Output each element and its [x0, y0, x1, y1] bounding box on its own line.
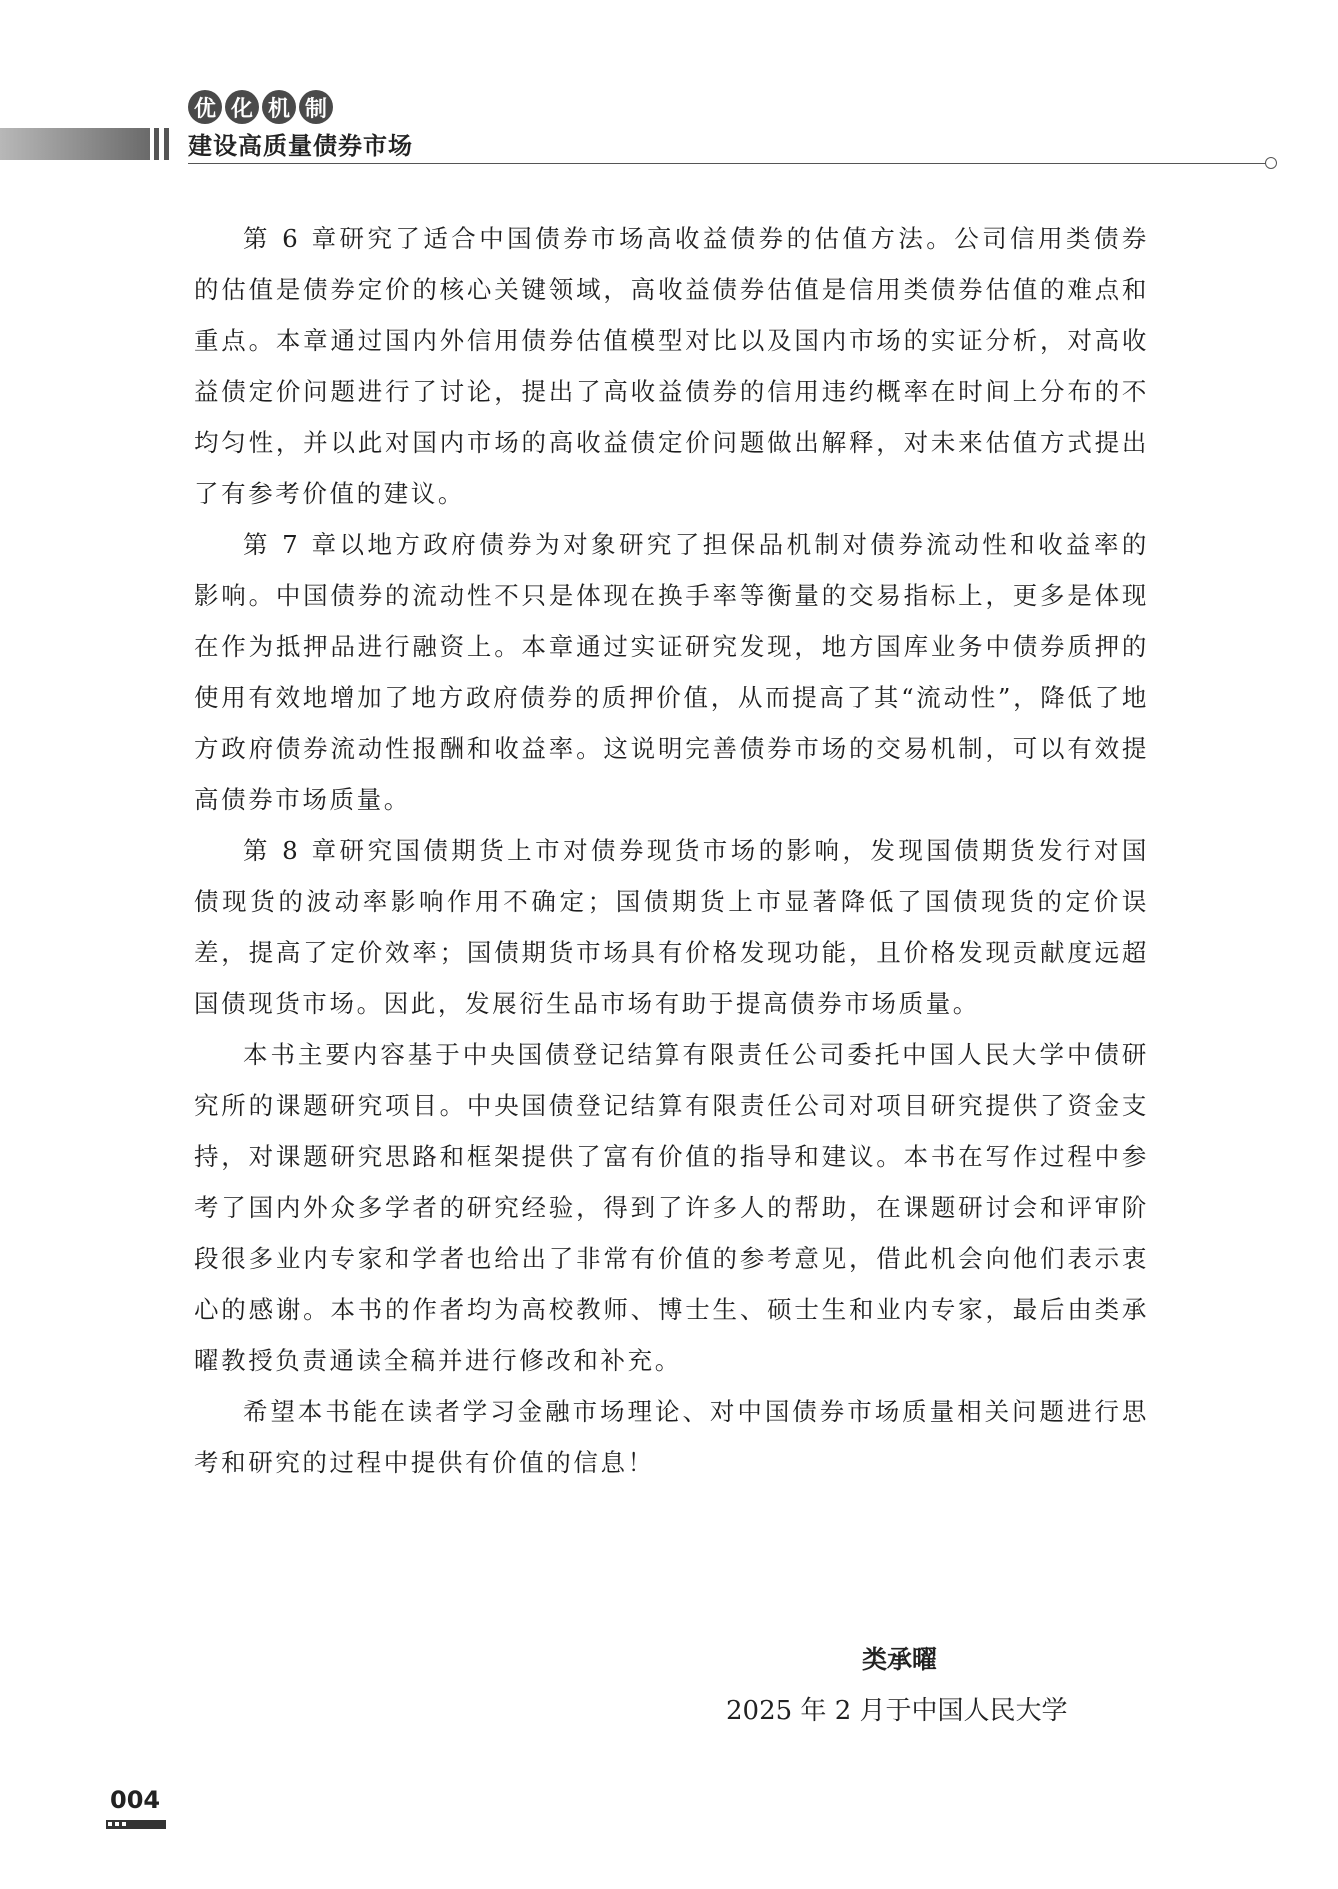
book-title: 建设高质量债券市场 — [188, 132, 413, 160]
header-rule — [188, 163, 1268, 164]
page-number-bar — [106, 1820, 166, 1829]
series-char: 制 — [299, 90, 333, 124]
paragraph: 第 7 章以地方政府债券为对象研究了担保品机制对债券流动性和收益率的影响。中国债券的流动性不只是体现在换手率等衡量的交易指标上，更多是体现在作为抵押品进行融资上。本章通过实证研究发现，地方国库业务中债券质押的使用有效地增加了地方政府债券的质押价值，从而提高了其“流动性”，降低了地方政府债券流动性报酬和收益率。这说明完善债券市场的交易机制，可以有效提高债券市场质量。 — [194, 530, 1149, 814]
body-text — [194, 213, 1149, 1488]
paragraph: 第 8 章研究国债期货上市对债券现货市场的影响，发现国债期货发行对国债现货的波动率影响作用不确定；国债期货上市显著降低了国债现货的定价误差，提高了定价效率；国债期货市场具有价格发现功能，且价格发现贡献度远超国债现货市场。因此，发展衍生品市场有助于提高债券市场质量。 — [194, 836, 1149, 1018]
series-char: 化 — [225, 90, 259, 124]
paragraph: 本书主要内容基于中央国债登记结算有限责任公司委托中国人民大学中债研究所的课题研究项目。中央国债登记结算有限责任公司对项目研究提供了资金支持，对课题研究思路和框架提供了富有价值的指导和建议。本书在写作过程中参考了国内外众多学者的研究经验，得到了许多人的帮助，在课题研讨会和评审阶段很多业内专家和学者也给出了非常有价值的参考意见，借此机会向他们表示衷心的感谢。本书的作者均为高校教师、博士生、硕士生和业内专家，最后由类承曜教授负责通读全稿并进行修改和补充。 — [194, 1040, 1149, 1375]
series-char: 优 — [188, 90, 222, 124]
paragraph: 希望本书能在读者学习金融市场理论、对中国债券市场质量相关问题进行思考和研究的过程中提供有价值的信息！ — [194, 1397, 1149, 1477]
header-decor-stripes — [154, 128, 169, 160]
header-decor-bar — [0, 128, 150, 160]
header-rule-end-dot — [1265, 157, 1277, 169]
signature-date: 2025 年 2 月于中国人民大学 — [726, 1696, 1068, 1726]
paragraph: 第 6 章研究了适合中国债券市场高收益债券的估值方法。公司信用类债券的估值是债券定价的核心关键领域，高收益债券估值是信用类债券估值的难点和重点。本章通过国内外信用债券估值模型对比以及国内市场的实证分析，对高收益债定价问题进行了讨论，提出了高收益债券的信用违约概率在时间上分布的不均匀性，并以此对国内市场的高收益债定价问题做出解释，对未来估值方式提出了有参考价值的建议。 — [194, 224, 1149, 508]
series-char: 机 — [262, 90, 296, 124]
page-number: 004 — [110, 1786, 161, 1814]
series-title — [188, 90, 333, 124]
author-signature: 类承曜 — [862, 1645, 938, 1674]
